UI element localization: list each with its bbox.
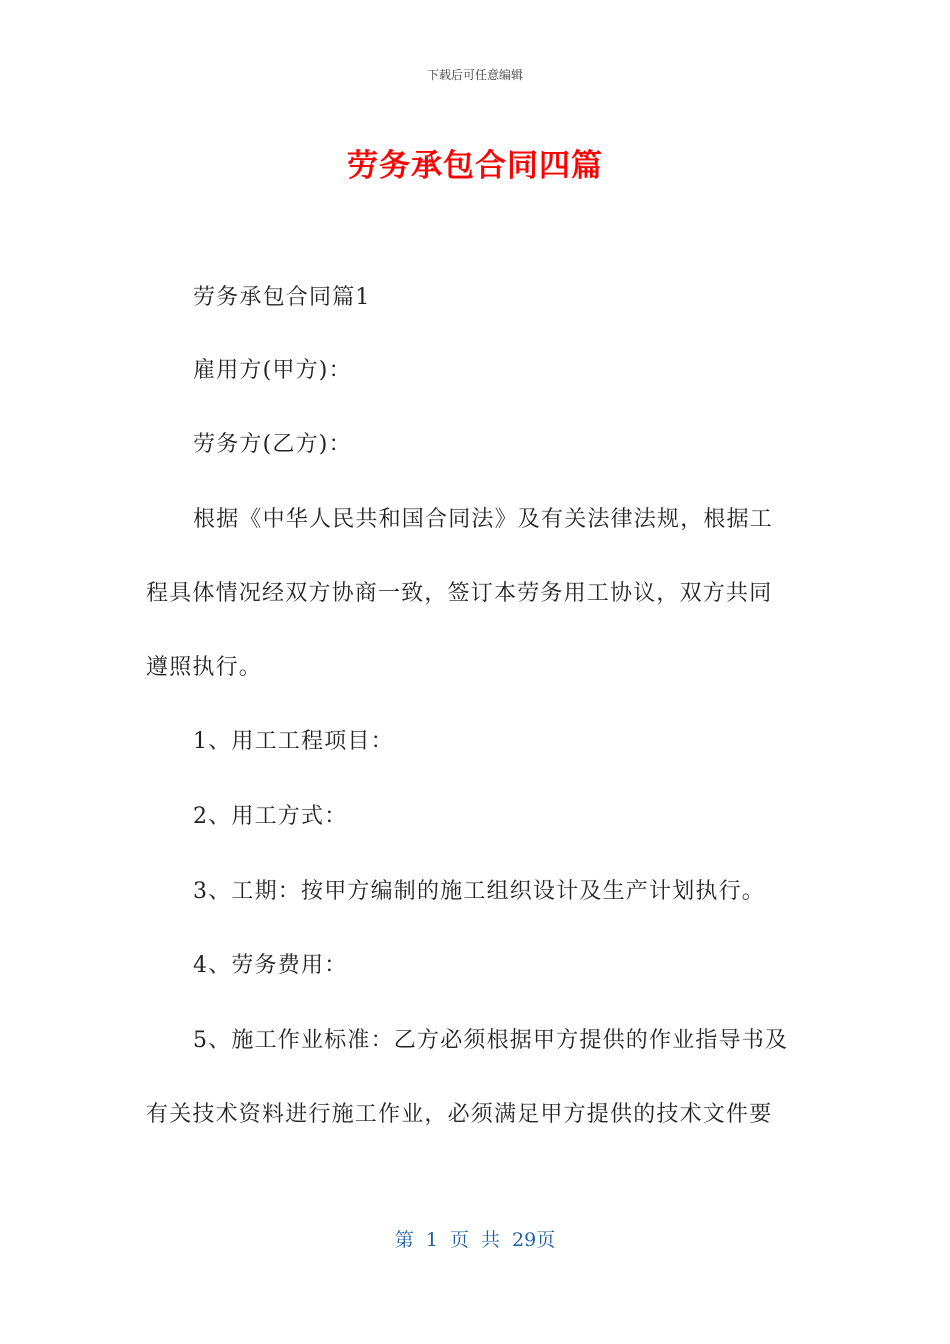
list-item: 1、用工工程项目：: [193, 729, 394, 754]
header-note: 下载后可任意编辑: [426, 68, 523, 82]
paragraph-line: 遵照执行。: [146, 655, 263, 680]
list-item: 4、劳务费用：: [193, 953, 348, 978]
paragraph-line: 根据《中华人民共和国合同法》及有关法律法规，根据工: [193, 507, 774, 532]
section-heading: 劳务承包合同篇1: [193, 285, 371, 310]
document-title: 劳务承包合同四篇: [347, 148, 603, 184]
list-item: 3、工期：按甲方编制的施工组织设计及生产计划执行。: [193, 879, 765, 904]
paragraph-line: 有关技术资料进行施工作业，必须满足甲方提供的技术文件要: [146, 1102, 773, 1127]
page-indicator: 第 1 页 共 29页: [394, 1229, 556, 1251]
party-b-line: 劳务方(乙方)：: [193, 432, 352, 457]
list-item: 2、用工方式：: [193, 804, 348, 829]
paragraph-line: 程具体情况经双方协商一致，签订本劳务用工协议，双方共同: [146, 581, 773, 606]
list-item: 5、施工作业标准：乙方必须根据甲方提供的作业指导书及: [193, 1028, 789, 1053]
party-a-line: 雇用方(甲方)：: [193, 358, 352, 383]
